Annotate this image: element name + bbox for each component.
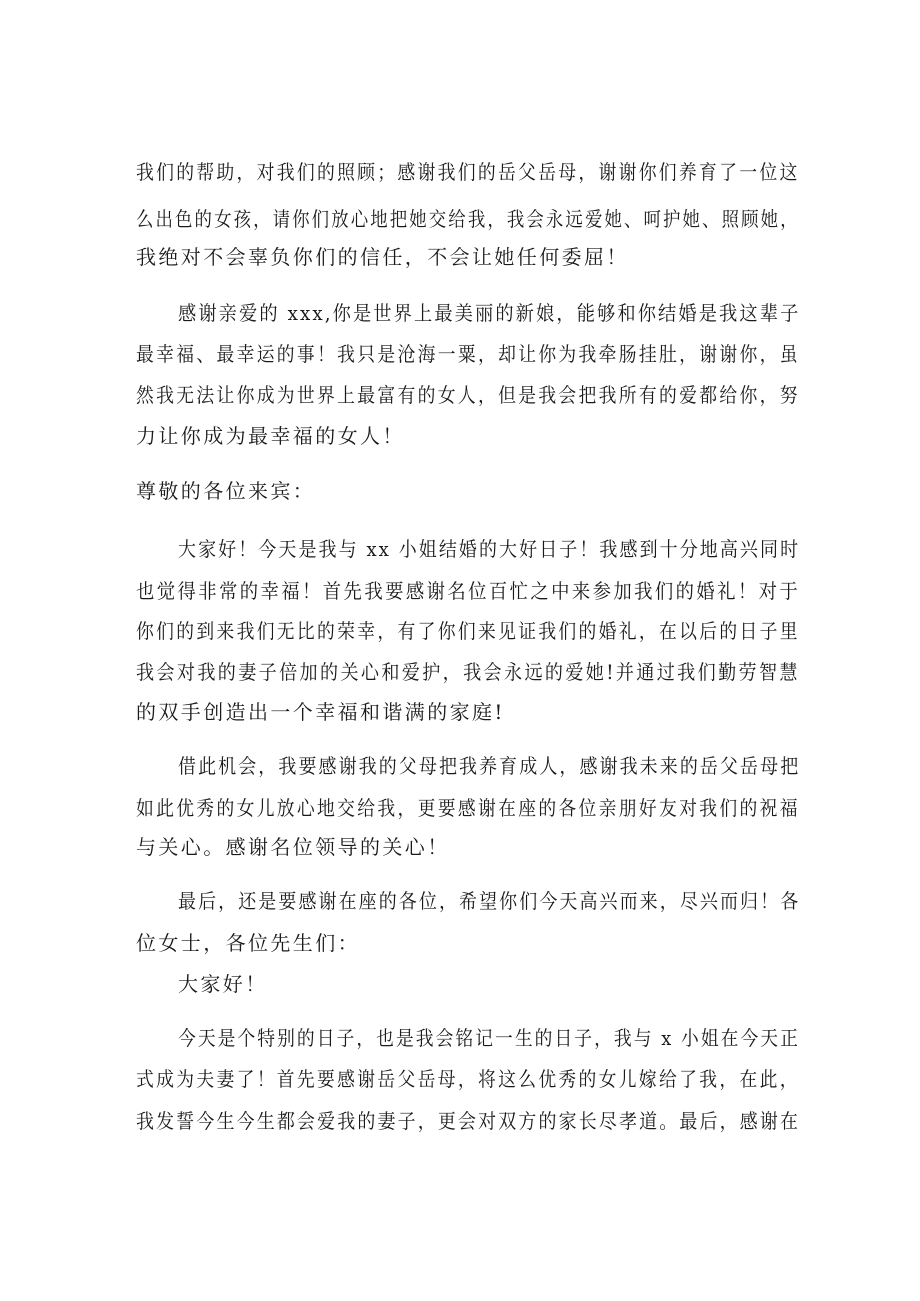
paragraph-2-line-2: 最幸福、最幸运的事！我只是沧海一粟，却让你为我牵肠挂肚，谢谢你，虽 (136, 342, 800, 366)
paragraph-1-line-1: 我们的帮助，对我们的照顾；感谢我们的岳父岳母，谢谢你们养育了一位这 (136, 160, 800, 184)
paragraph-5-line-2: 如此优秀的女儿放心地交给我，更要感谢在座的各位亲朋好友对我们的祝福 (136, 796, 800, 820)
greeting-line: 大家好！ (178, 972, 268, 996)
paragraph-6-line-2: 位女士，各位先生们： (136, 931, 360, 955)
paragraph-4-line-5: 的双手创造出一个幸福和谐满的家庭! (136, 700, 505, 724)
paragraph-5-line-1: 借此机会，我要感谢我的父母把我养育成人，感谢我未来的岳父岳母把 (178, 754, 801, 778)
paragraph-4-line-1: 大家好！今天是我与 xx 小姐结婚的大好日子！我感到十分地高兴同时 (178, 537, 801, 561)
paragraph-4-line-4: 我会对我的妻子倍加的关心和爱护，我会永远的爱她!并通过我们勤劳智慧 (136, 660, 800, 684)
paragraph-2-line-4: 力让你成为最幸福的女人！ (136, 424, 405, 448)
paragraph-8-line-1: 今天是个特别的日子，也是我会铭记一生的日子，我与 x 小姐在今天正 (178, 1026, 800, 1050)
paragraph-4-line-2: 也觉得非常的幸福！首先我要感谢名位百忙之中来参加我们的婚礼！对于 (136, 579, 801, 603)
paragraph-2-line-1: 感谢亲爱的 xxx,你是世界上最美丽的新娘，能够和你结婚是我这辈子 (178, 301, 801, 325)
salutation-line: 尊敬的各位来宾： (136, 479, 316, 503)
paragraph-1-line-2: 么出色的女孩，请你们放心地把她交给我，我会永远爱她、呵护她、照顾她， (136, 207, 800, 231)
paragraph-5-line-3: 与关心。感谢名位领导的关心！ (136, 835, 450, 859)
paragraph-8-line-2: 式成为夫妻了！首先要感谢岳父岳母，将这么优秀的女儿嫁给了我，在此， (136, 1067, 800, 1091)
paragraph-8-line-3: 我发誓今生今生都会爱我的妻子，更会对双方的家长尽孝道。最后，感谢在 (136, 1109, 801, 1133)
paragraph-4-line-3: 你们的到来我们无比的荣幸，有了你们来见证我们的婚礼，在以后的日子里 (136, 619, 800, 643)
paragraph-6-line-1: 最后，还是要感谢在座的各位，希望你们今天高兴而来，尽兴而归！各 (178, 889, 801, 913)
paragraph-1-line-3: 我绝对不会辜负你们的信任，不会让她任何委屈！ (136, 245, 629, 269)
paragraph-2-line-3: 然我无法让你成为世界上最富有的女人，但是我会把我所有的爱都给你，努 (136, 383, 800, 407)
